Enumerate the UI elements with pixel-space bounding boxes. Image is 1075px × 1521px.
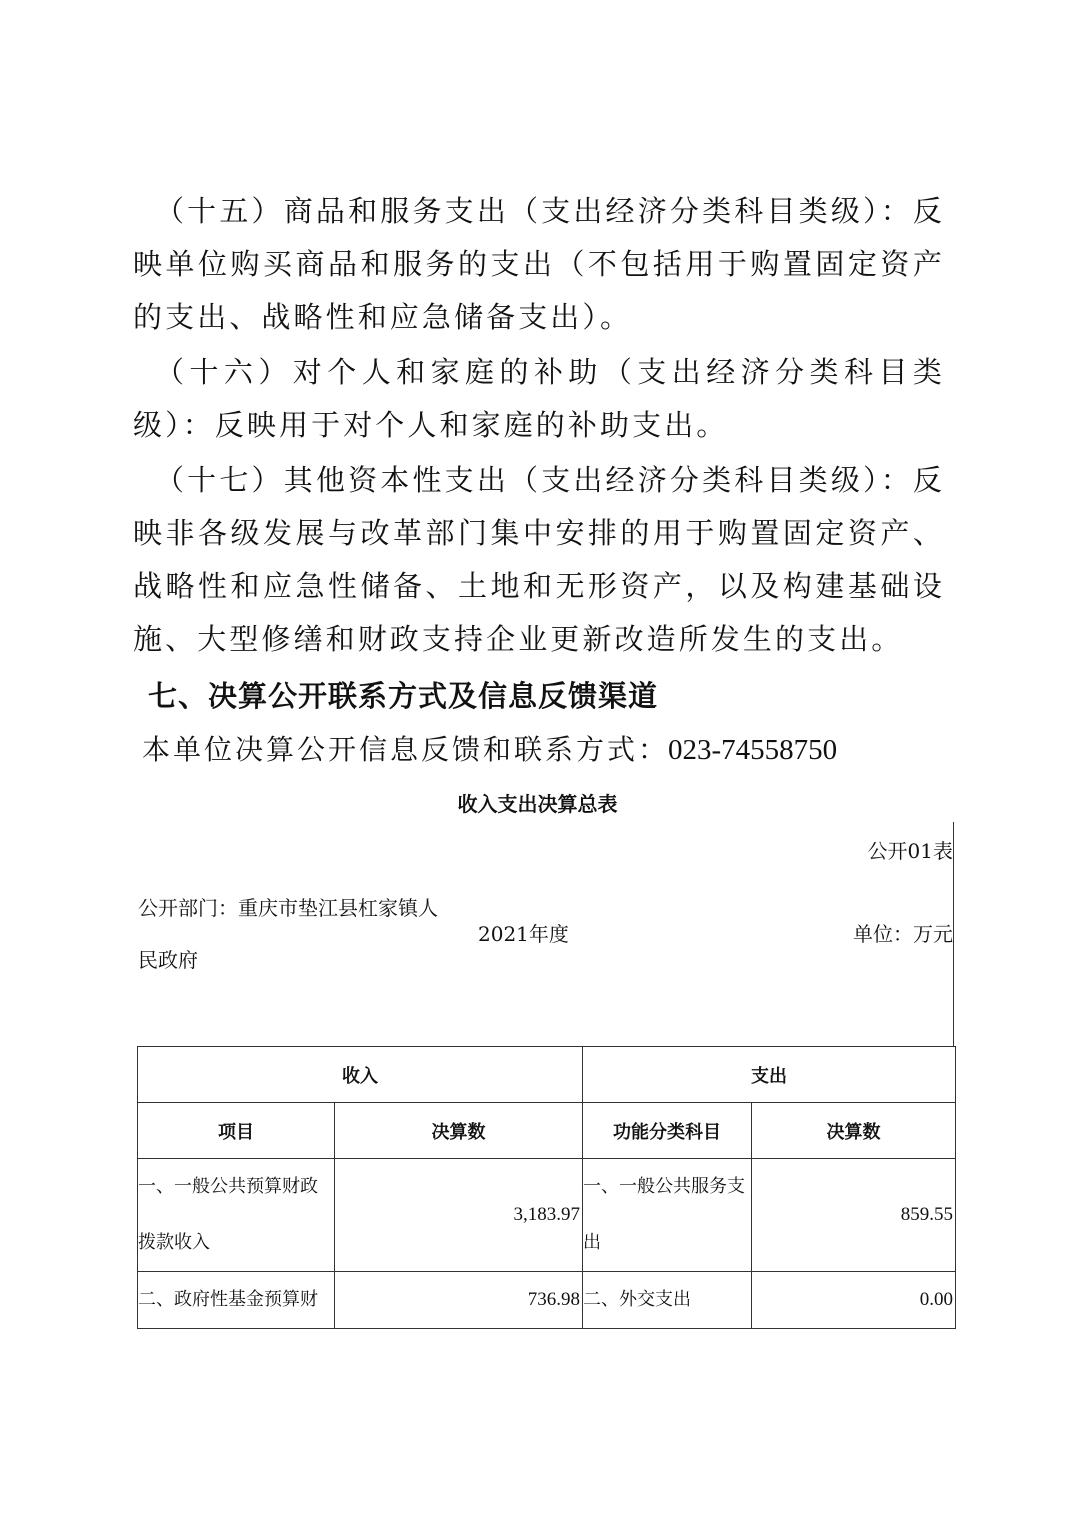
expense-header: 支出 [583, 1047, 956, 1103]
section-heading: 七、决算公开联系方式及信息反馈渠道 [148, 679, 659, 713]
table-header-row [138, 1047, 956, 1103]
paragraph-goods-services: （十五）商品和服务支出（支出经济分类科目类级）：反映单位购买商品和服务的支出（不包括用于购置固定资产的支出、战略性和应急储备支出）。 [133, 194, 945, 334]
income-item: 一、一般公共预算财政拨款收入 [138, 1159, 335, 1272]
contact-phone: 023-74558750 [668, 734, 838, 766]
col-amount2-header: 决算数 [752, 1103, 956, 1159]
unit-label: 单位：万元 [853, 922, 953, 946]
department-line-2: 民政府 [138, 948, 198, 972]
table-subheader-row [138, 1103, 956, 1159]
expense-value: 0.00 [752, 1272, 956, 1329]
report-year: 2021年度 [478, 922, 569, 946]
department-line-1: 公开部门：重庆市垫江县杠家镇人 [138, 896, 438, 920]
table-row [138, 1159, 956, 1272]
table-row [138, 1272, 956, 1329]
paragraph-household-subsidy: （十六）对个人和家庭的补助（支出经济分类科目类级）：反映用于对个人和家庭的补助支出。 [133, 355, 945, 442]
divider-line [953, 822, 954, 1046]
income-value: 736.98 [335, 1272, 583, 1329]
income-header: 收入 [138, 1047, 583, 1103]
summary-table [137, 1046, 956, 1329]
col-function-header: 功能分类科目 [583, 1103, 752, 1159]
table-code: 公开01表 [867, 839, 953, 863]
col-item-header: 项目 [138, 1103, 335, 1159]
col-amount-header: 决算数 [335, 1103, 583, 1159]
contact-line [142, 726, 838, 774]
expense-value: 859.55 [752, 1159, 956, 1272]
expense-item: 二、外交支出 [583, 1272, 752, 1329]
income-item: 二、政府性基金预算财 [138, 1272, 335, 1329]
income-value: 3,183.97 [335, 1159, 583, 1272]
paragraph-other-capital: （十七）其他资本性支出（支出经济分类科目类级）：反映非各级发展与改革部门集中安排的用于购置固定资产、战略性和应急性储备、土地和无形资产，以及构建基础设施、大型修缮和财政支持企业更新改造所发生的支出。 [133, 463, 945, 656]
table-title: 收入支出决算总表 [457, 792, 618, 816]
contact-label: 本单位决算公开信息反馈和联系方式： [142, 733, 670, 766]
expense-item: 一、一般公共服务支出 [583, 1159, 752, 1272]
